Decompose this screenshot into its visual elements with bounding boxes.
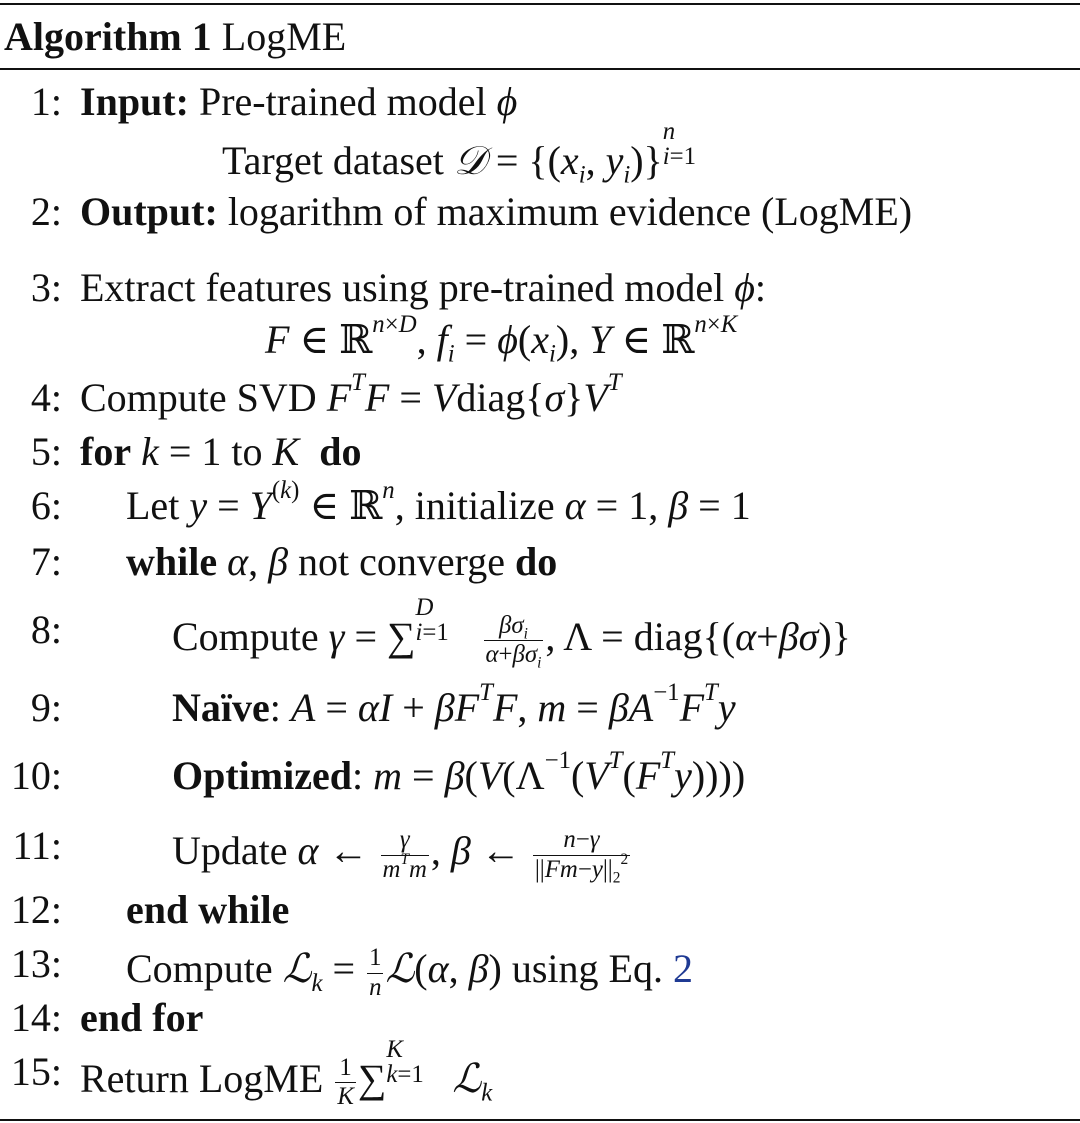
for-keyword: for (80, 429, 132, 474)
line-number-13: 13: (10, 941, 62, 986)
end-while-keyword: end while (126, 887, 290, 932)
line-2 (80, 189, 913, 234)
line-8: Compute γ = ∑ D i=1 $\frac{\beta\sigma_i}{\alpha+\beta\sigma_i}$ , Λ = diag{(α+βσ)} (172, 594, 851, 672)
line-number-1: 1: (30, 79, 62, 124)
line-number-4: 4: (30, 375, 62, 420)
algorithm-label: Algorithm 1 (4, 14, 212, 59)
line-number-9: 9: (30, 685, 62, 730)
line-13: Compute ℒ$_k$ = $\frac{1}{n}$ ℒ(α, β) using Eq. 2 (126, 944, 693, 1001)
while-do-keyword: do (515, 539, 558, 584)
line-number-2: 2: (30, 189, 62, 234)
line-9: Naïve: $A = \alpha I + \beta F^TF$, $m = \beta A^{-1}F^Ty$ (172, 678, 736, 730)
line-3: Extract features using pre-trained model ϕ: (80, 265, 767, 310)
output-text: logarithm of maximum evidence (LogME) (227, 189, 913, 234)
line-3-continuation: F ∈ ℝ$^{n\times D}$, $f_i = \phi(x_i)$, Y ∈ ℝ$^{n\times K}$ (265, 310, 738, 368)
output-keyword: Output: (80, 189, 218, 234)
do-keyword: do (319, 429, 362, 474)
line-12 (126, 887, 290, 932)
input-keyword: Input: (80, 79, 189, 124)
line-14 (80, 995, 204, 1040)
equation-reference-link[interactable]: 2 (672, 946, 693, 992)
line-10: Optimized: $m = \beta(V(\Lambda^{-1}(V^T(F^Ty))))$ (172, 746, 746, 798)
line-1-continuation: Target dataset 𝒟 = {($x_i$, $y_i$)} n i=1 (222, 118, 697, 189)
end-for-keyword: end for (80, 995, 204, 1040)
line-5: for k = 1 to K do (80, 429, 362, 474)
line-number-8: 8: (30, 607, 62, 652)
algorithm-name: LogME (221, 14, 347, 59)
while-keyword: while (126, 539, 218, 584)
top-rule (0, 3, 1080, 5)
header-rule (0, 68, 1080, 70)
line-number-5: 5: (30, 429, 62, 474)
line-15: Return LogME $\frac{1}{K}$ ∑ K k=1 ℒ$_k$ (80, 1036, 493, 1111)
line-11: Update α ← $\frac{\gamma}{m^Tm}$ , β ← $\frac{n-\gamma}{||Fm-y||_2^2}$ (172, 826, 629, 886)
line-4: Compute SVD $F^TF$ = $Vdiag\{\sigma\}V^T$ (80, 368, 622, 420)
line-number-15: 15: (10, 1049, 62, 1094)
algorithm-title (4, 14, 346, 60)
line-number-11: 11: (12, 823, 62, 868)
optimized-keyword: Optimized (172, 753, 352, 798)
line-number-7: 7: (30, 539, 62, 584)
line-number-12: 12: (10, 887, 62, 932)
line-7: while α, β not converge do (126, 539, 558, 584)
line-number-10: 10: (10, 753, 62, 798)
line-6: Let $y = Y^{(k)}$ ∈ ℝ$^n$, initialize α = 1, β = 1 (126, 476, 751, 529)
line-number-14: 14: (10, 995, 62, 1040)
line-1: Input: Pre-trained model ϕ (80, 79, 518, 124)
line-number-3: 3: (30, 265, 62, 310)
line-number-6: 6: (30, 483, 62, 528)
naive-keyword: Naïve (172, 685, 270, 730)
bottom-rule (0, 1119, 1080, 1121)
